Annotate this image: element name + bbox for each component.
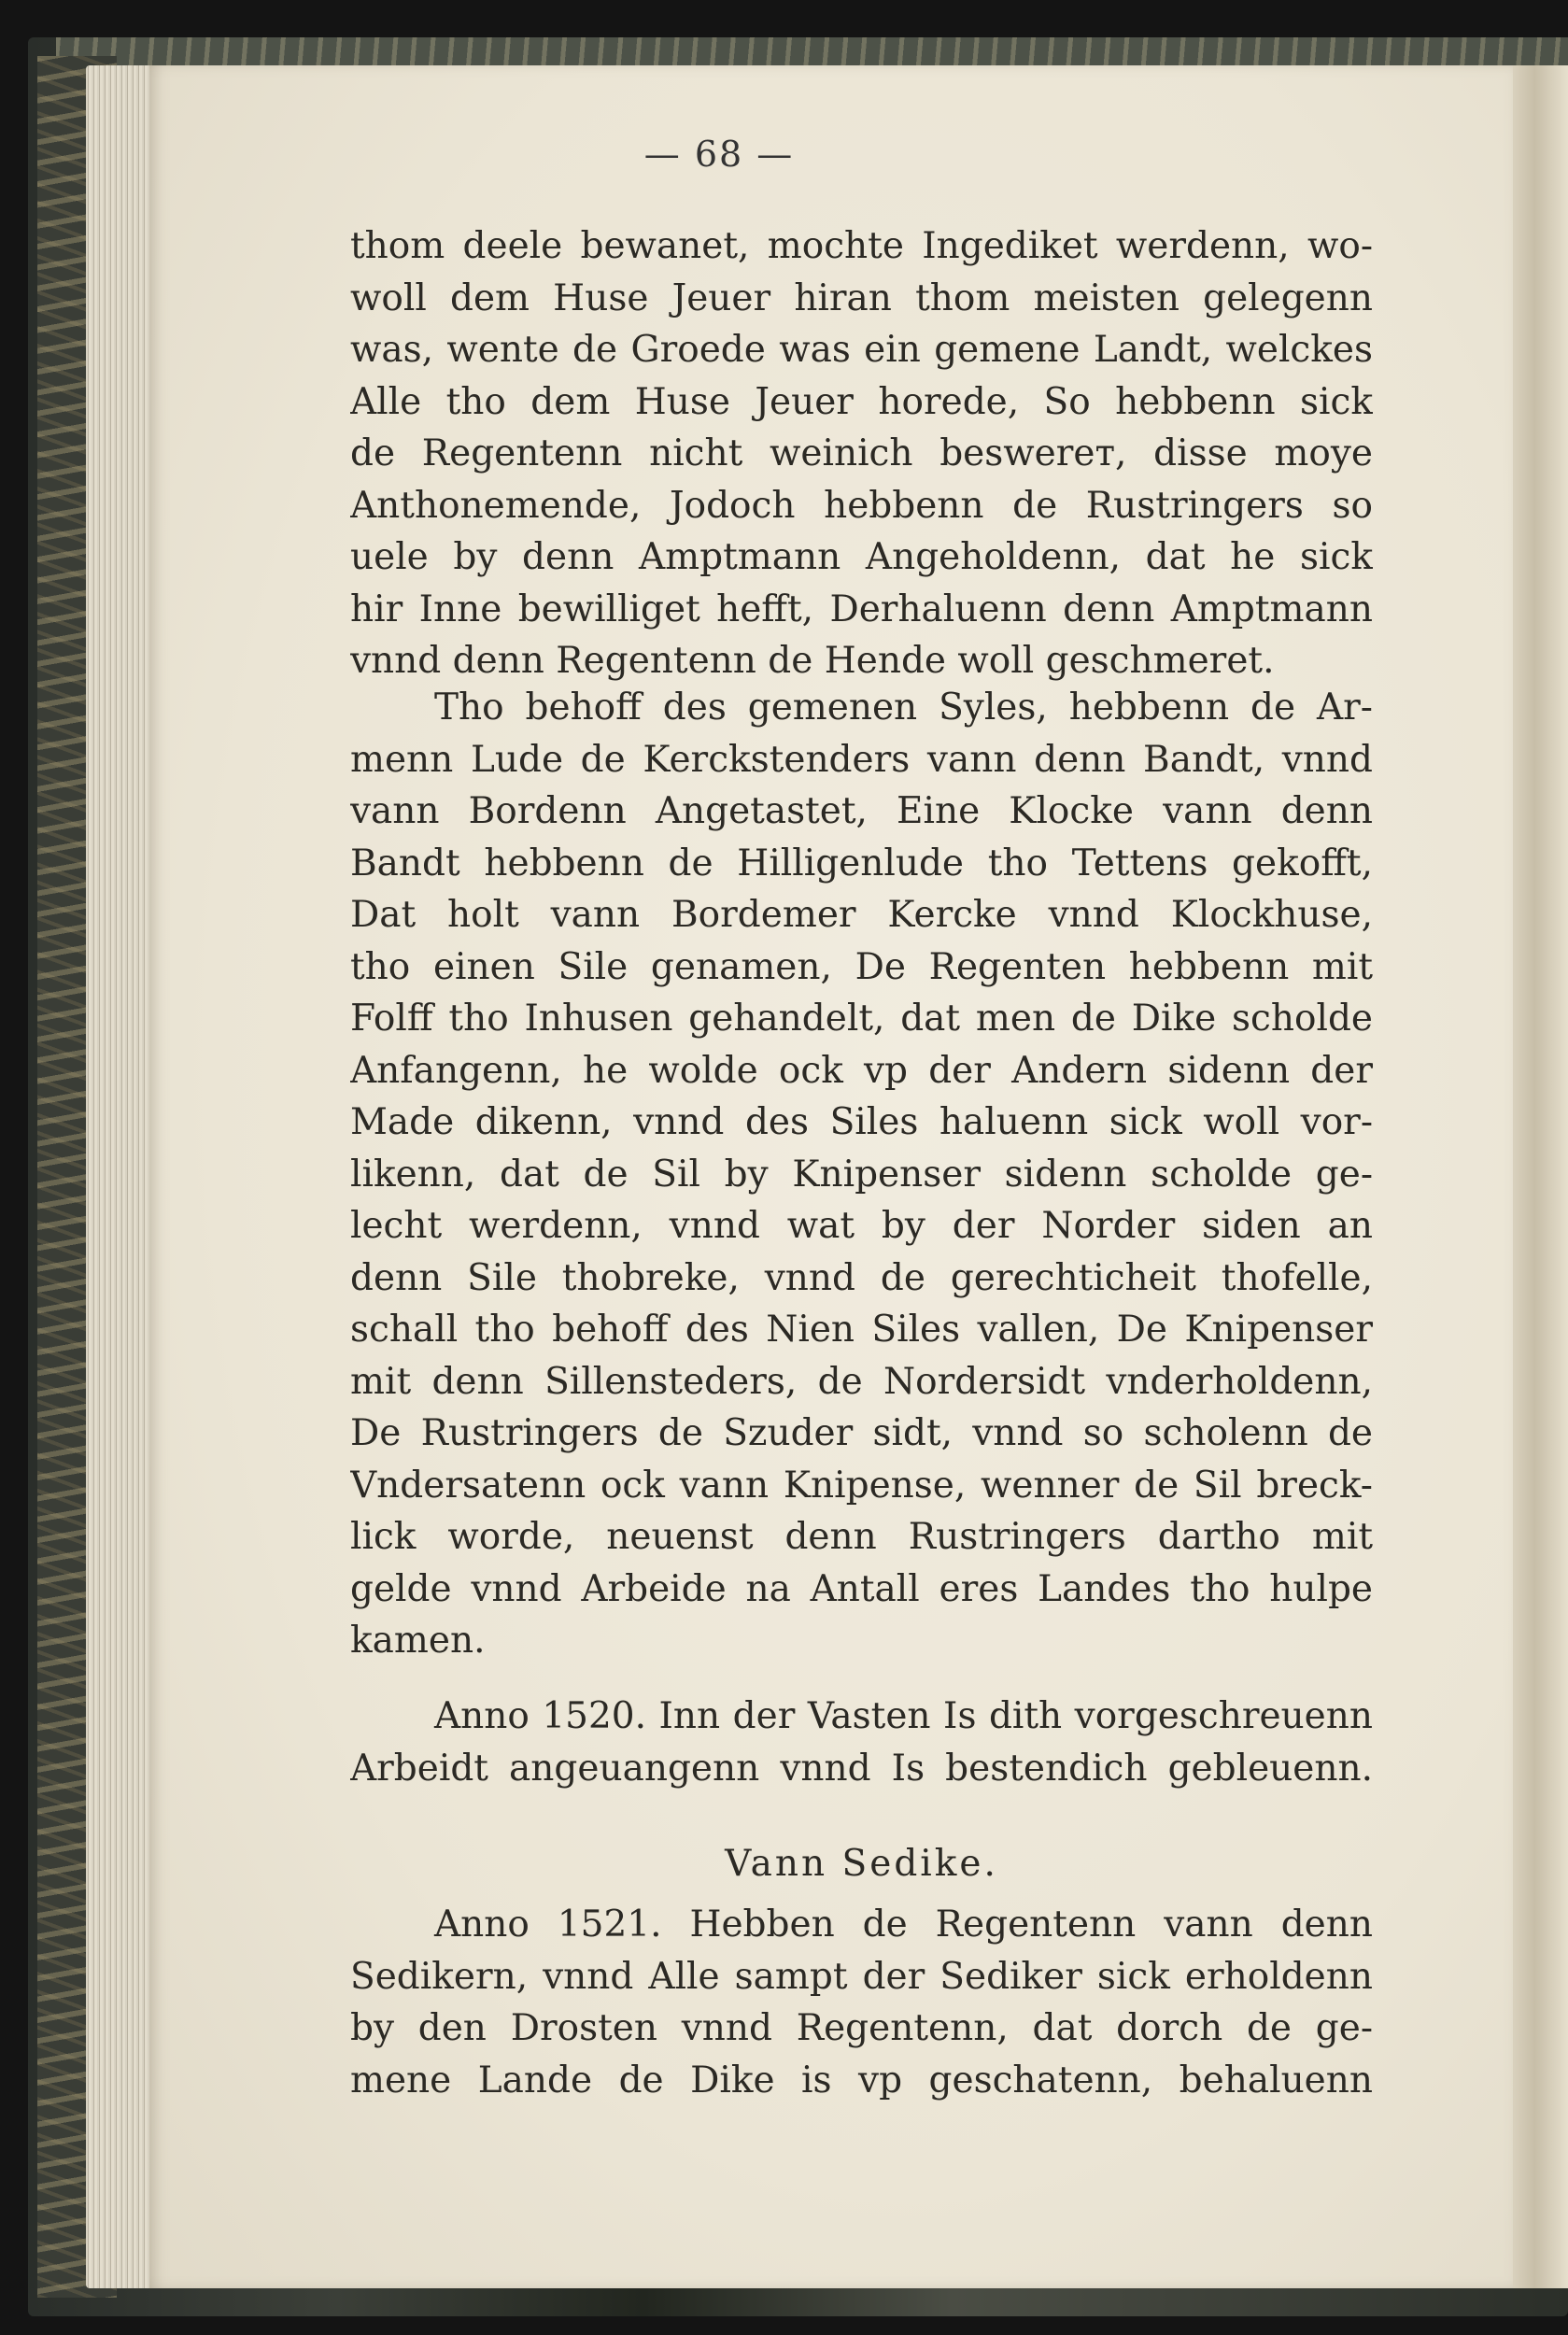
- page-number: — 68 —: [643, 134, 795, 175]
- text-line: thom deele bewanet, mochte Ingediket werdenn, wo-: [350, 225, 1373, 267]
- text-line: vann Bordenn Angetastet, Eine Klocke vann denn: [350, 790, 1373, 832]
- text-line: Arbeidt angeuangenn vnnd Is bestendich gebleuenn.: [350, 1747, 1373, 1790]
- paragraph-4: [350, 1899, 1373, 2106]
- text-line: kamen.: [350, 1620, 486, 1662]
- text-line: Tho behoff des gemenen Syles, hebbenn de Ar-: [434, 686, 1373, 729]
- text-line: de Regentenn nicht weinich beswerет, disse moye: [350, 432, 1373, 474]
- text-line: likenn, dat de Sil by Knipenser sidenn scholde ge-: [350, 1153, 1373, 1196]
- text-line: De Rustringers de Szuder sidt, vnnd so scholenn de: [350, 1412, 1373, 1454]
- text-line: menn Lude de Kerckstenders vann denn Bandt, vnnd: [350, 738, 1373, 781]
- text-line: uele by denn Amptmann Angeholdenn, dat he sick: [350, 536, 1373, 578]
- text-line: by den Drosten vnnd Regentenn, dat dorch de ge-: [350, 2007, 1373, 2049]
- facing-page-gutter: [1513, 65, 1568, 2288]
- text-line: woll dem Huse Jeuer hiran thom meisten gelegenn: [350, 276, 1373, 319]
- text-line: Anno 1521. Hebben de Regentenn vann denn: [434, 1903, 1373, 1946]
- text-line: Bandt hebbenn de Hilligenlude tho Tettens gekofft,: [350, 842, 1373, 884]
- text-line: Folff tho Inhusen gehandelt, dat men de Dike scholde: [350, 998, 1373, 1040]
- text-line: Sedikern, vnnd Alle sampt der Sediker sick erholdenn: [350, 1955, 1373, 1998]
- text-line: Vndersatenn ock vann Knipense, wenner de Sil breck-: [350, 1464, 1373, 1507]
- text-line: vnnd denn Regentenn de Hende woll geschmeret.: [350, 640, 1275, 682]
- section-heading: Vann Sedike.: [725, 1843, 998, 1885]
- text-line: schall tho behoff des Nien Siles vallen, De Knipenser: [350, 1309, 1373, 1351]
- text-line: Made dikenn, vnnd des Siles haluenn sick woll vor-: [350, 1101, 1373, 1143]
- cover-top-edge: [56, 37, 1568, 69]
- text-line: tho einen Sile genamen, De Regenten hebbenn mit: [350, 945, 1373, 988]
- text-line: was, wente de Groede was ein gemene Landt, welckes: [350, 329, 1373, 371]
- text-line: gelde vnnd Arbeide na Antall eres Landes tho hulpe: [350, 1567, 1373, 1610]
- text-line: Alle tho dem Huse Jeuer horede, So hebbenn sick: [350, 380, 1373, 423]
- text-line: lick worde, neuenst denn Rustringers dartho mit: [350, 1516, 1373, 1558]
- paragraph-2: [350, 682, 1373, 1667]
- text-line: mit denn Sillensteders, de Nordersidt vnderholdenn,: [350, 1360, 1373, 1403]
- text-line: Anfangenn, he wolde ock vp der Andern sidenn der: [350, 1049, 1373, 1092]
- text-line: Anno 1520. Inn der Vasten Is dith vorgeschreuenn: [434, 1695, 1373, 1737]
- paragraph-3: [350, 1691, 1373, 1794]
- text-line: Dat holt vann Bordemer Kercke vnnd Klockhuse,: [350, 894, 1373, 936]
- text-line: lecht werdenn, vnnd wat by der Norder siden an: [350, 1205, 1373, 1247]
- text-line: Anthonemende, Jodoch hebbenn de Rustringers so: [350, 484, 1373, 527]
- text-line: mene Lande de Dike is vp geschatenn, behaluenn: [350, 2059, 1373, 2102]
- text-line: hir Inne bewilliget hefft, Derhaluenn denn Amptmann: [350, 587, 1373, 630]
- text-line: denn Sile thobreke, vnnd de gerechticheit thofelle,: [350, 1256, 1373, 1299]
- paragraph-1: [350, 220, 1373, 687]
